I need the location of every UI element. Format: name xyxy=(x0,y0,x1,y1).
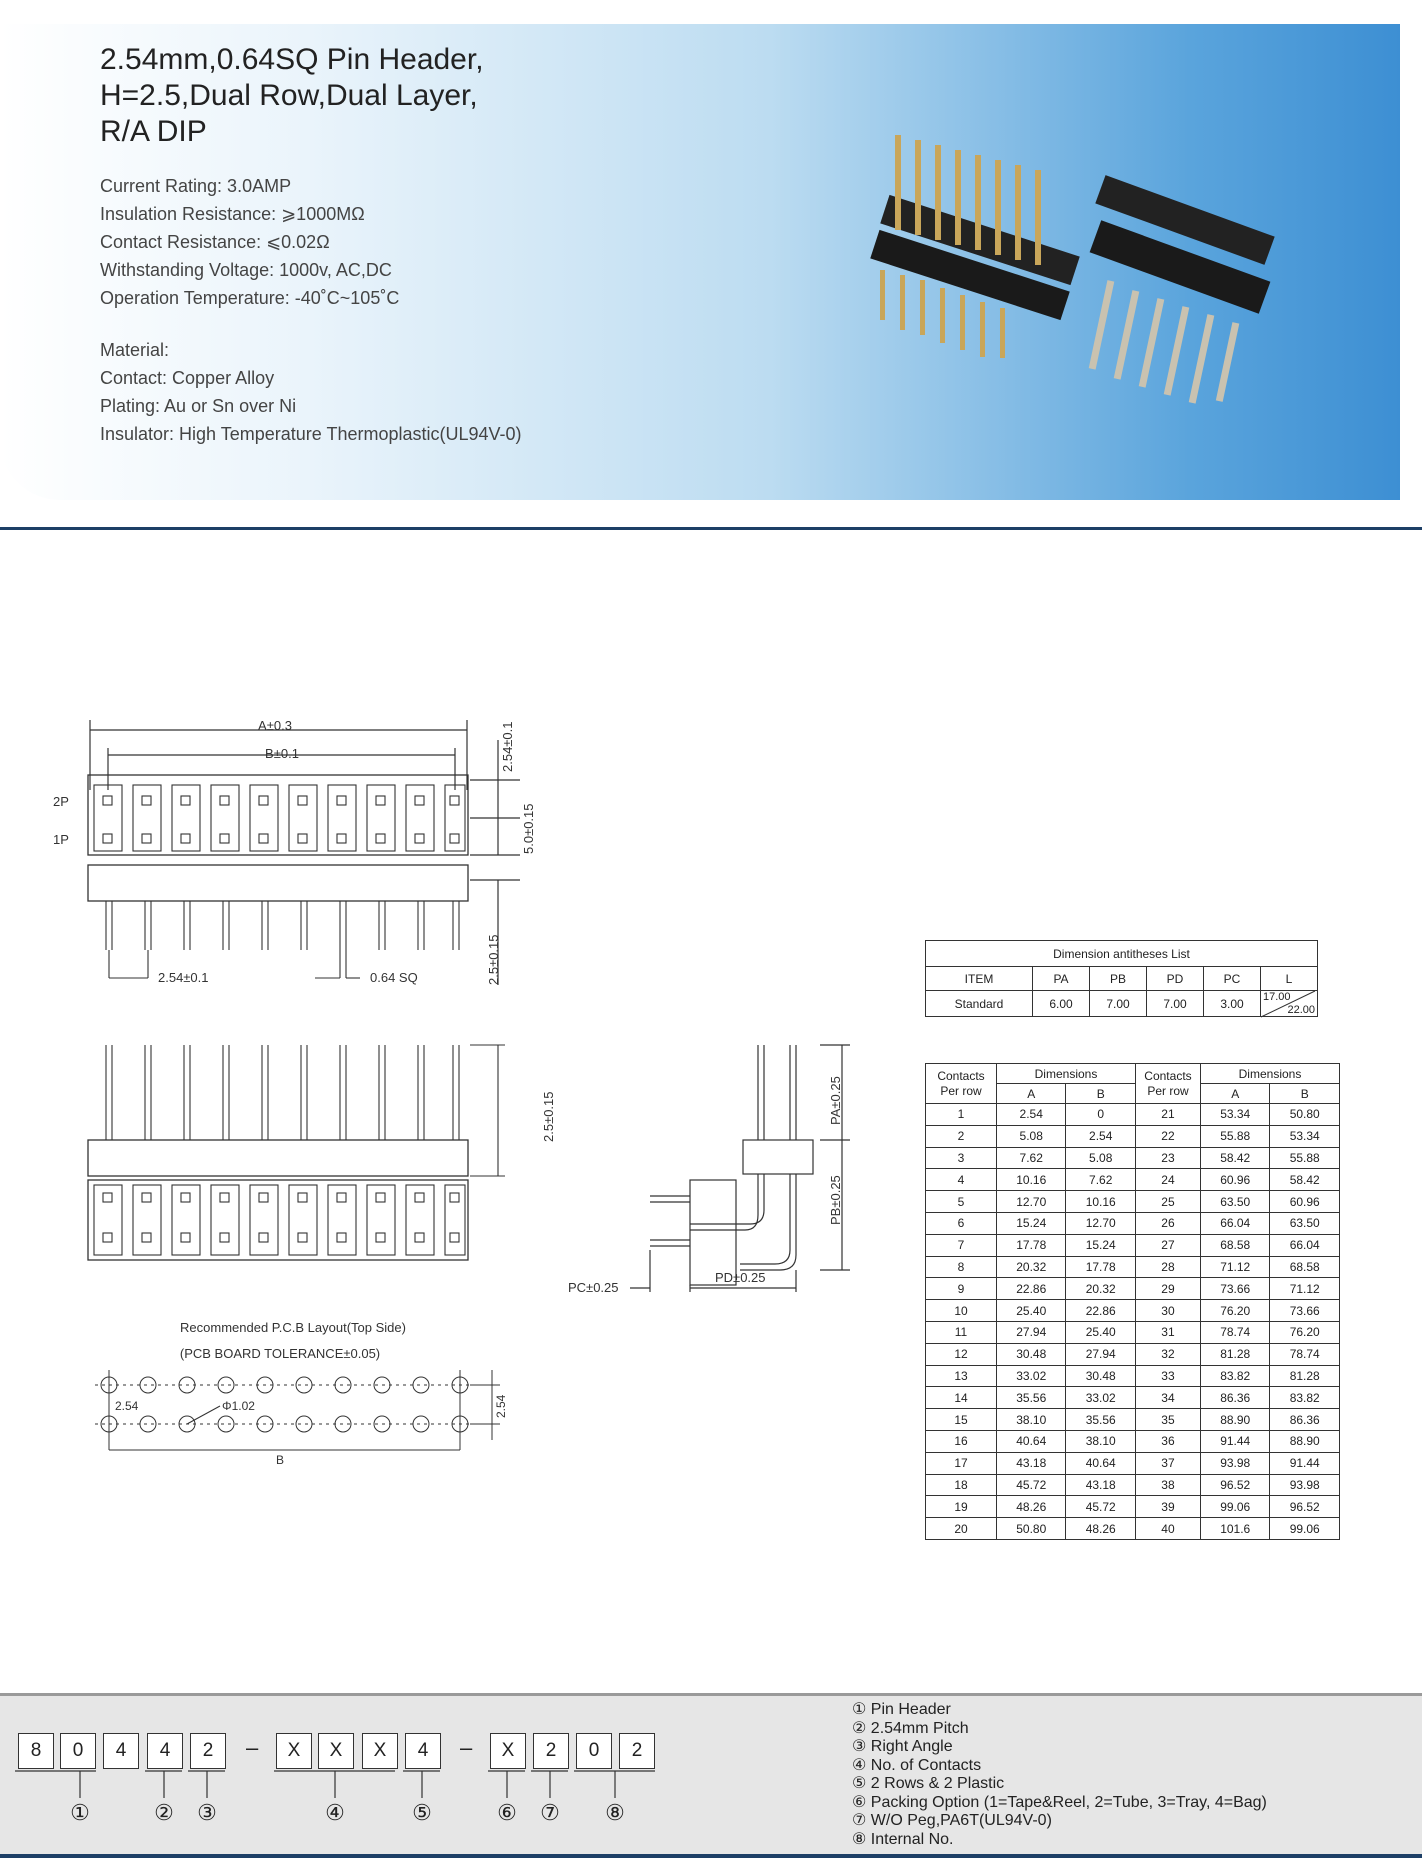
dim-header-a-2: A xyxy=(1200,1084,1269,1104)
dimensions-cell: 68.58 xyxy=(1270,1256,1340,1278)
dimensions-cell: 38 xyxy=(1135,1474,1200,1496)
dimensions-cell: 12.70 xyxy=(1066,1212,1136,1234)
dimensions-table-row xyxy=(926,1430,1340,1452)
perrow-word: Per row xyxy=(940,1083,982,1098)
dimensions-cell: 96.52 xyxy=(1200,1474,1269,1496)
std-l-top: 17.00 xyxy=(1263,991,1291,1003)
dimensions-cell: 27.94 xyxy=(997,1321,1066,1343)
pn-box-3: 4 xyxy=(103,1733,139,1769)
dimensions-cell: 93.98 xyxy=(1270,1474,1340,1496)
marker-5: ⑤ xyxy=(412,1800,432,1825)
dimensions-cell: 10.16 xyxy=(1066,1191,1136,1213)
dimensions-cell: 35.56 xyxy=(997,1387,1066,1409)
pa-label: PA±0.25 xyxy=(828,1076,843,1125)
marker-6: ⑥ xyxy=(497,1800,517,1825)
pn-dash-2: – xyxy=(460,1735,473,1760)
dimensions-table-body xyxy=(926,1104,1340,1540)
dimensions-cell: 38.10 xyxy=(997,1409,1066,1431)
dimensions-cell: 33.02 xyxy=(997,1365,1066,1387)
dimensions-cell: 36 xyxy=(1135,1430,1200,1452)
dimensions-cell: 78.74 xyxy=(1200,1321,1269,1343)
pb-label: PB±0.25 xyxy=(828,1175,843,1225)
pcb-pitch-label: 2.54 xyxy=(115,1399,139,1413)
dimensions-cell: 22 xyxy=(1135,1125,1200,1147)
spec-list xyxy=(100,172,399,312)
pcb-hole-label: Φ1.02 xyxy=(222,1399,255,1413)
dimensions-cell: 71.12 xyxy=(1200,1256,1269,1278)
dimensions-cell: 2 xyxy=(926,1125,997,1147)
legend-item-7: ⑦ W/O Peg,PA6T(UL94V-0) xyxy=(852,1812,1052,1829)
dimensions-cell: 18 xyxy=(926,1474,997,1496)
dimensions-cell: 33 xyxy=(1135,1365,1200,1387)
dim-25-label: 2.5±0.15 xyxy=(486,934,501,985)
contacts-word-2: Contacts xyxy=(1144,1068,1192,1083)
dimensions-cell: 21 xyxy=(1135,1104,1200,1126)
dim-header-dimensions-1: Dimensions xyxy=(997,1064,1136,1084)
dimensions-table-row xyxy=(926,1365,1340,1387)
std-row-pc: 3.00 xyxy=(1204,991,1261,1017)
dimensions-cell: 2.54 xyxy=(1066,1125,1136,1147)
dimensions-cell: 99.06 xyxy=(1200,1496,1269,1518)
pn-box-4: 4 xyxy=(147,1733,183,1769)
dimensions-cell: 99.06 xyxy=(1270,1518,1340,1540)
material-contact: Contact: Copper Alloy xyxy=(100,368,275,388)
perrow-word-2: Per row xyxy=(1147,1083,1189,1098)
std-row-item: Standard xyxy=(926,991,1033,1017)
spec-insulation: Insulation Resistance: ⩾1000MΩ xyxy=(100,204,365,224)
dim-header-b-2: B xyxy=(1270,1084,1340,1104)
dimensions-cell: 66.04 xyxy=(1270,1234,1340,1256)
dimensions-cell: 16 xyxy=(926,1430,997,1452)
dim-header-dimensions-2: Dimensions xyxy=(1200,1064,1339,1084)
dimensions-cell: 60.96 xyxy=(1200,1169,1269,1191)
connector-left xyxy=(870,135,1079,358)
dimensions-cell: 27.94 xyxy=(1066,1343,1136,1365)
dimensions-cell: 48.26 xyxy=(997,1496,1066,1518)
dimensions-cell: 14 xyxy=(926,1387,997,1409)
dimensions-cell: 50.80 xyxy=(1270,1104,1340,1126)
dim-a-label: A±0.3 xyxy=(258,718,292,733)
dimensions-cell: 60.96 xyxy=(1270,1191,1340,1213)
connector-right xyxy=(1089,175,1275,404)
material-insulator: Insulator: High Temperature Thermoplastic(UL94V-0) xyxy=(100,424,522,444)
dimensions-cell: 101.6 xyxy=(1200,1518,1269,1540)
sq-label: 0.64 SQ xyxy=(370,970,418,985)
material-heading: Material: xyxy=(100,340,170,360)
dimensions-cell: 30.48 xyxy=(997,1343,1066,1365)
dimensions-cell: 32 xyxy=(1135,1343,1200,1365)
dimensions-cell: 43.18 xyxy=(997,1452,1066,1474)
dimensions-cell: 34 xyxy=(1135,1387,1200,1409)
product-photo xyxy=(840,120,1300,420)
dimensions-cell: 53.34 xyxy=(1270,1125,1340,1147)
dimensions-cell: 40 xyxy=(1135,1518,1200,1540)
dimensions-cell: 29 xyxy=(1135,1278,1200,1300)
dimensions-table-row xyxy=(926,1518,1340,1540)
dimensions-cell: 30 xyxy=(1135,1300,1200,1322)
dimensions-cell: 48.26 xyxy=(1066,1518,1136,1540)
dimensions-table-row xyxy=(926,1169,1340,1191)
dimensions-cell: 8 xyxy=(926,1256,997,1278)
legend-item-2: ② 2.54mm Pitch xyxy=(852,1719,969,1737)
legend-item-5: ⑤ 2 Rows & 2 Plastic xyxy=(852,1775,1005,1792)
dimensions-cell: 5.08 xyxy=(1066,1147,1136,1169)
spec-contact-resistance: Contact Resistance: ⩽0.02Ω xyxy=(100,232,330,252)
spec-voltage: Withstanding Voltage: 1000v, AC,DC xyxy=(100,260,392,280)
dimensions-cell: 15 xyxy=(926,1409,997,1431)
dimensions-cell: 38.10 xyxy=(1066,1430,1136,1452)
dimensions-cell: 20 xyxy=(926,1518,997,1540)
front-view-drawing xyxy=(50,710,550,1000)
rear-view-drawing xyxy=(50,1030,556,1270)
spec-current: Current Rating: 3.0AMP xyxy=(100,176,292,196)
dimensions-cell: 7 xyxy=(926,1234,997,1256)
std-header-pd: PD xyxy=(1147,967,1204,991)
dimensions-cell: 83.82 xyxy=(1270,1387,1340,1409)
std-header-l: L xyxy=(1261,967,1318,991)
dimensions-table-row xyxy=(926,1409,1340,1431)
dimensions-cell: 76.20 xyxy=(1200,1300,1269,1322)
std-header-item: ITEM xyxy=(926,967,1033,991)
dimensions-table-row xyxy=(926,1452,1340,1474)
row-2p-label: 2P xyxy=(53,794,69,809)
dimensions-table-row xyxy=(926,1278,1340,1300)
contacts-word: Contacts xyxy=(937,1068,985,1083)
legend-item-3: ③ Right Angle xyxy=(852,1738,953,1755)
dimensions-cell: 58.42 xyxy=(1200,1147,1269,1169)
dimensions-cell: 20.32 xyxy=(1066,1278,1136,1300)
dimensions-cell: 17.78 xyxy=(1066,1256,1136,1278)
dimensions-cell: 93.98 xyxy=(1200,1452,1269,1474)
dimensions-cell: 71.12 xyxy=(1270,1278,1340,1300)
dimensions-cell: 9 xyxy=(926,1278,997,1300)
material-plating: Plating: Au or Sn over Ni xyxy=(100,396,297,416)
dimensions-cell: 81.28 xyxy=(1270,1365,1340,1387)
dimensions-cell: 88.90 xyxy=(1200,1409,1269,1431)
dim-254-v-label: 2.54±0.1 xyxy=(500,721,515,772)
pn-box-6: X xyxy=(276,1733,312,1769)
dimensions-table-row xyxy=(926,1496,1340,1518)
dimensions-cell: 24 xyxy=(1135,1169,1200,1191)
pn-box-7: X xyxy=(318,1733,354,1769)
dimensions-cell: 11 xyxy=(926,1321,997,1343)
pn-box-13: 2 xyxy=(619,1733,655,1769)
dimensions-cell: 7.62 xyxy=(997,1147,1066,1169)
dimensions-cell: 63.50 xyxy=(1200,1191,1269,1213)
dimensions-cell: 5.08 xyxy=(997,1125,1066,1147)
marker-1: ① xyxy=(70,1800,90,1825)
dimensions-table-row xyxy=(926,1125,1340,1147)
dimensions-cell: 0 xyxy=(1066,1104,1136,1126)
dimensions-cell: 40.64 xyxy=(997,1430,1066,1452)
marker-4: ④ xyxy=(325,1800,345,1825)
dimensions-cell: 27 xyxy=(1135,1234,1200,1256)
legend-item-8: ⑧ Internal No. xyxy=(852,1830,954,1848)
dimensions-cell: 40.64 xyxy=(1066,1452,1136,1474)
dimensions-cell: 55.88 xyxy=(1200,1125,1269,1147)
pcb-tolerance: (PCB BOARD TOLERANCE±0.05) xyxy=(179,1346,381,1361)
dimensions-cell: 1 xyxy=(926,1104,997,1126)
dimensions-cell: 55.88 xyxy=(1270,1147,1340,1169)
dimensions-cell: 50.80 xyxy=(997,1518,1066,1540)
dimensions-cell: 25.40 xyxy=(1066,1321,1136,1343)
dimensions-cell: 86.36 xyxy=(1270,1409,1340,1431)
dim-header-contacts-2 xyxy=(1135,1064,1200,1104)
pn-box-5: 2 xyxy=(190,1733,226,1769)
dimensions-cell: 91.44 xyxy=(1270,1452,1340,1474)
dimensions-cell: 15.24 xyxy=(997,1212,1066,1234)
dimensions-table-row xyxy=(926,1191,1340,1213)
dimensions-table-row xyxy=(926,1343,1340,1365)
dimensions-cell: 25.40 xyxy=(997,1300,1066,1322)
dimensions-cell: 7.62 xyxy=(1066,1169,1136,1191)
dimensions-cell: 25 xyxy=(1135,1191,1200,1213)
pc-label: PC±0.25 xyxy=(568,1280,619,1295)
dimensions-cell: 68.58 xyxy=(1200,1234,1269,1256)
std-l-bottom: 22.00 xyxy=(1287,1004,1315,1016)
pd-label: PD±0.25 xyxy=(715,1270,766,1285)
dimensions-cell: 17.78 xyxy=(997,1234,1066,1256)
product-title: 2.54mm,0.64SQ Pin Header, H=2.5,Dual Row,Dual Layer, R/A DIP xyxy=(100,43,484,148)
dim-header-a-1: A xyxy=(997,1084,1066,1104)
marker-2: ② xyxy=(154,1800,174,1825)
dimensions-cell: 73.66 xyxy=(1270,1300,1340,1322)
std-header-pc: PC xyxy=(1204,967,1261,991)
standard-dimension-table xyxy=(925,940,1318,1017)
pn-box-12: 0 xyxy=(576,1733,612,1769)
dimensions-table-row xyxy=(926,1474,1340,1496)
dimensions-cell: 88.90 xyxy=(1270,1430,1340,1452)
dimensions-cell: 39 xyxy=(1135,1496,1200,1518)
pcb-v-label: 2.54 xyxy=(494,1394,508,1418)
dimensions-cell: 83.82 xyxy=(1200,1365,1269,1387)
dimensions-cell: 58.42 xyxy=(1270,1169,1340,1191)
dim-50-label: 5.0±0.15 xyxy=(521,803,536,854)
dimensions-cell: 35.56 xyxy=(1066,1409,1136,1431)
pn-box-11: 2 xyxy=(533,1733,569,1769)
dimensions-table-row xyxy=(926,1234,1340,1256)
dimensions-cell: 17 xyxy=(926,1452,997,1474)
dimensions-cell: 45.72 xyxy=(1066,1496,1136,1518)
dimensions-cell: 35 xyxy=(1135,1409,1200,1431)
dimensions-cell: 78.74 xyxy=(1270,1343,1340,1365)
pn-box-10: X xyxy=(490,1733,526,1769)
dimensions-cell: 13 xyxy=(926,1365,997,1387)
dimensions-table-row xyxy=(926,1321,1340,1343)
dimensions-table-row xyxy=(926,1147,1340,1169)
pcb-title: Recommended P.C.B Layout(Top Side) xyxy=(180,1320,406,1335)
part-number-legend xyxy=(852,1701,1267,1849)
dimensions-cell: 86.36 xyxy=(1200,1387,1269,1409)
pn-box-9: 4 xyxy=(405,1733,441,1769)
dimensions-cell: 22.86 xyxy=(1066,1300,1136,1322)
pn-box-2: 0 xyxy=(60,1733,96,1769)
dimensions-cell: 76.20 xyxy=(1270,1321,1340,1343)
dimensions-table-row xyxy=(926,1256,1340,1278)
dimensions-cell: 33.02 xyxy=(1066,1387,1136,1409)
legend-item-4: ④ No. of Contacts xyxy=(852,1756,982,1774)
std-row-l xyxy=(1261,991,1318,1017)
dimensions-cell: 73.66 xyxy=(1200,1278,1269,1300)
dimensions-cell: 23 xyxy=(1135,1147,1200,1169)
std-row-pb: 7.00 xyxy=(1090,991,1147,1017)
dimensions-table-row xyxy=(926,1387,1340,1409)
dimensions-cell: 31 xyxy=(1135,1321,1200,1343)
top-divider xyxy=(0,527,1422,530)
dimensions-cell: 43.18 xyxy=(1066,1474,1136,1496)
std-row-pa: 6.00 xyxy=(1033,991,1090,1017)
pn-dash-1: – xyxy=(246,1735,259,1760)
dimensions-cell: 12.70 xyxy=(997,1191,1066,1213)
dimensions-cell: 96.52 xyxy=(1270,1496,1340,1518)
dim-25-b-label: 2.5±0.15 xyxy=(541,1091,556,1142)
dimensions-cell: 10.16 xyxy=(997,1169,1066,1191)
dimensions-cell: 20.32 xyxy=(997,1256,1066,1278)
spec-temperature: Operation Temperature: -40˚C~105˚C xyxy=(100,288,400,308)
std-l-diagonal xyxy=(1261,991,1315,1017)
dimensions-cell: 81.28 xyxy=(1200,1343,1269,1365)
marker-8: ⑧ xyxy=(605,1800,625,1825)
dimensions-cell: 22.86 xyxy=(997,1278,1066,1300)
dimensions-cell: 3 xyxy=(926,1147,997,1169)
dimensions-cell: 30.48 xyxy=(1066,1365,1136,1387)
side-view-drawing xyxy=(560,1030,860,1300)
dimensions-cell: 91.44 xyxy=(1200,1430,1269,1452)
std-header-pa: PA xyxy=(1033,967,1090,991)
dimensions-cell: 15.24 xyxy=(1066,1234,1136,1256)
marker-7: ⑦ xyxy=(540,1800,560,1825)
pcb-b-label: B xyxy=(276,1453,285,1467)
dimensions-cell: 10 xyxy=(926,1300,997,1322)
pcb-layout-drawing xyxy=(80,1310,520,1480)
dimensions-cell: 5 xyxy=(926,1191,997,1213)
row-1p-label: 1P xyxy=(53,832,69,847)
std-table-caption: Dimension antitheses List xyxy=(926,941,1318,967)
dimensions-cell: 53.34 xyxy=(1200,1104,1269,1126)
dimensions-cell: 26 xyxy=(1135,1212,1200,1234)
dimensions-cell: 63.50 xyxy=(1270,1212,1340,1234)
dim-header-contacts-1 xyxy=(926,1064,997,1104)
dim-header-b-1: B xyxy=(1066,1084,1136,1104)
material-list xyxy=(100,336,522,448)
dimensions-cell: 37 xyxy=(1135,1452,1200,1474)
dimensions-cell: 66.04 xyxy=(1200,1212,1269,1234)
std-header-pb: PB xyxy=(1090,967,1147,991)
pn-box-1: 8 xyxy=(18,1733,54,1769)
dimensions-table-row xyxy=(926,1212,1340,1234)
dimensions-cell: 6 xyxy=(926,1212,997,1234)
std-row-pd: 7.00 xyxy=(1147,991,1204,1017)
dimensions-cell: 19 xyxy=(926,1496,997,1518)
dimensions-table xyxy=(925,1063,1340,1540)
legend-item-6: ⑥ Packing Option (1=Tape&Reel, 2=Tube, 3=Tray, 4=Bag) xyxy=(852,1793,1267,1811)
marker-3: ③ xyxy=(197,1800,217,1825)
bottom-divider xyxy=(0,1854,1422,1858)
legend-item-1: ① Pin Header xyxy=(852,1701,951,1718)
dimensions-cell: 2.54 xyxy=(997,1104,1066,1126)
dimensions-table-row xyxy=(926,1104,1340,1126)
dim-b-label: B±0.1 xyxy=(265,746,299,761)
dimensions-cell: 28 xyxy=(1135,1256,1200,1278)
dimensions-table-row xyxy=(926,1300,1340,1322)
dimensions-cell: 45.72 xyxy=(997,1474,1066,1496)
dimensions-cell: 12 xyxy=(926,1343,997,1365)
dimensions-cell: 4 xyxy=(926,1169,997,1191)
pn-box-8: X xyxy=(362,1733,398,1769)
pitch-label: 2.54±0.1 xyxy=(158,970,209,985)
